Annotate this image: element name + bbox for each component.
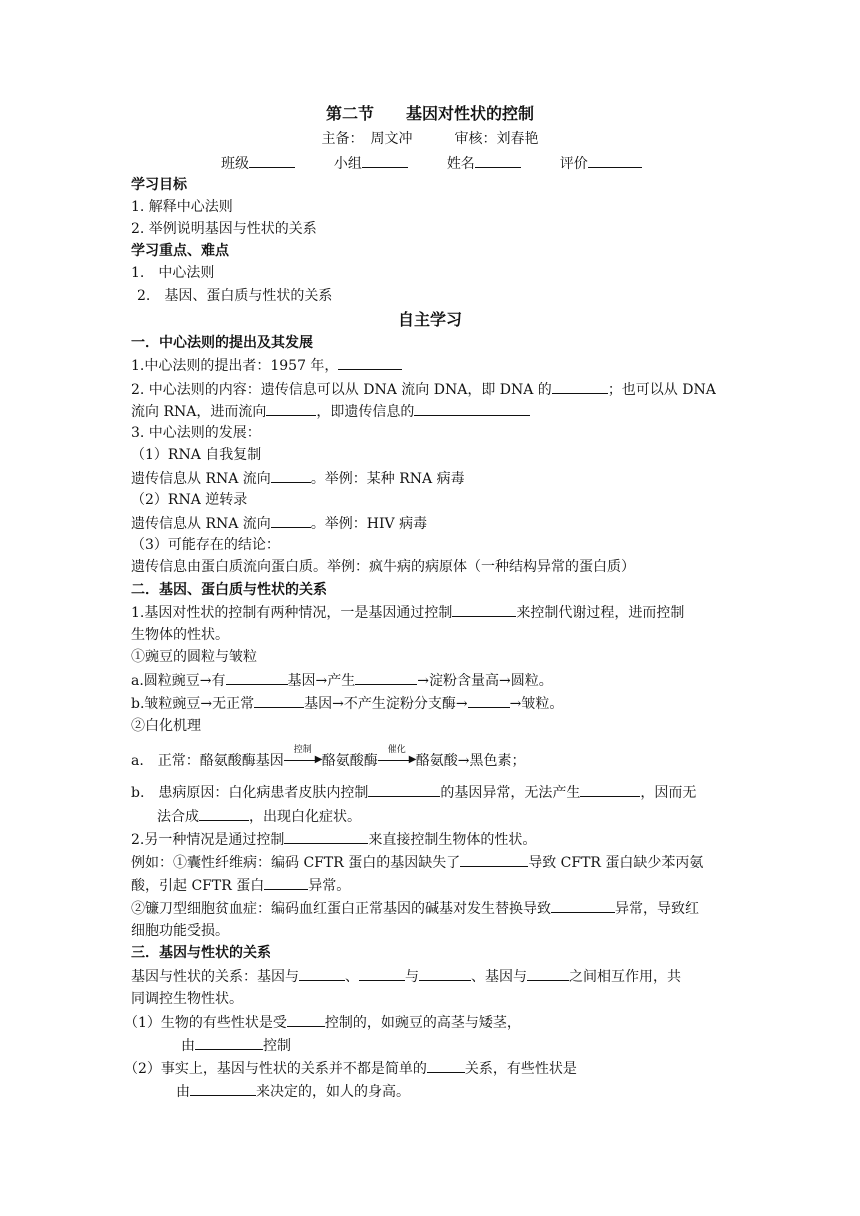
s1-content-text: 遗传信息从 RNA 流向: [131, 516, 271, 532]
s2-text: 来控制代谢过程，进而控制: [516, 605, 685, 621]
s2-text: 酸，引起 CFTR 蛋白: [131, 878, 265, 894]
s1-line: [131, 355, 402, 376]
s1-line: [131, 401, 530, 422]
single-gene-blank[interactable]: [287, 1012, 325, 1027]
s2-text: 的基因异常，无法产生: [440, 785, 581, 801]
goals-heading: 学习目标: [131, 177, 187, 193]
field-grade-label: 评价: [559, 156, 588, 172]
s2-text: 基因: [304, 696, 333, 712]
flow-target-blank[interactable]: [266, 401, 316, 416]
s2-line: [131, 852, 703, 873]
s2-text: 导致 CFTR 蛋白缺少苯丙氨: [528, 855, 704, 871]
s2-text: 1.基因对性状的控制有两种情况，一是基因通过控制: [131, 605, 453, 621]
arrow-label: 催化: [387, 745, 406, 755]
s2-text: 例如：①囊性纤维病：编码 CFTR 蛋白的基因缺失了: [131, 855, 461, 871]
s2-line: [131, 602, 684, 623]
s2-text: ，出现白化症状。: [249, 809, 361, 825]
info-fields-row: [221, 153, 642, 174]
relation-blank-1[interactable]: [299, 966, 345, 981]
s2-text: 黑色素；: [469, 753, 526, 769]
hemoglobin-blank[interactable]: [551, 898, 615, 913]
albinism-gene-blank[interactable]: [368, 782, 440, 797]
s1-possible-conclusion: （3）可能存在的结论：: [131, 537, 280, 553]
relation-blank-4[interactable]: [527, 966, 569, 981]
s2-line: [131, 875, 350, 896]
s3-text: （2）事实上，基因与性状的关系并不都是简单的: [124, 1061, 427, 1077]
cftr-abnormal-blank[interactable]: [264, 875, 308, 890]
focus-heading: 学习重点、难点: [131, 243, 229, 259]
s3-text: 来决定的，如人的身高。: [256, 1084, 410, 1100]
field-group-label: 小组: [333, 156, 362, 172]
s1-content-text: 遗传信息从 RNA 流向: [131, 471, 271, 487]
linear-relation-blank[interactable]: [427, 1058, 465, 1073]
dna-replication-blank[interactable]: [552, 379, 608, 394]
arrow-icon: →: [315, 673, 328, 689]
s2-text: 法合成: [157, 809, 199, 825]
s2-text: ，因而无: [640, 785, 697, 801]
gene-expression-blank[interactable]: [414, 401, 530, 416]
control-arrow-icon: 控制 ▶: [284, 751, 322, 771]
round-product-blank[interactable]: [355, 670, 417, 685]
arrow-icon: →: [200, 696, 213, 712]
arrow-icon: →: [332, 696, 344, 712]
s1-line: [131, 468, 465, 489]
pea-heading: ①豌豆的圆粒与皱粒: [131, 649, 257, 665]
wrinkled-gene-blank[interactable]: [254, 693, 304, 708]
wrinkled-pea-chain: [131, 693, 563, 714]
goal-item: 2. 举例说明基因与性状的关系: [131, 221, 317, 237]
s3-text: 控制的，如豌豆的高茎与矮茎，: [324, 1015, 521, 1031]
s2-line: [131, 898, 699, 919]
s3-text: 同调控生物性状。: [131, 991, 243, 1007]
relation-blank-2[interactable]: [359, 966, 405, 981]
s2-text: 酪氨酸酶: [321, 753, 378, 769]
s2-text: 2.另一种情况是通过控制: [131, 832, 285, 848]
s2-text: a. 正常：酪氨酸酶基因: [131, 753, 284, 769]
s1-reverse-transcription: （2）RNA 逆转录: [131, 492, 248, 508]
multi-gene-blank[interactable]: [190, 1081, 256, 1096]
s2-text: 产生: [327, 673, 356, 689]
s2-text: 不产生淀粉分支酶: [343, 696, 456, 712]
rt-flow-blank[interactable]: [271, 513, 311, 528]
s2-text: 来直接控制生物体的性状。: [368, 832, 537, 848]
field-grade-blank[interactable]: [588, 153, 642, 168]
albinism-heading: ②白化机理: [131, 718, 201, 734]
s1-line: [131, 379, 716, 400]
melanin-blank[interactable]: [199, 806, 249, 821]
relation-blank-3[interactable]: [419, 966, 471, 981]
s2-text: 淀粉含量高: [429, 673, 499, 689]
catalyze-arrow-icon: 催化 ▶: [378, 751, 416, 771]
s2-text: 无正常: [212, 696, 255, 712]
round-pea-chain: [131, 670, 553, 691]
s1-proposer-text: 1.中心法则的提出者：1957 年，: [131, 358, 339, 374]
rna-flow-blank[interactable]: [271, 468, 311, 483]
field-name-label: 姓名: [446, 156, 475, 172]
arrow-icon: →: [457, 753, 470, 769]
s3-text: （1）生物的有些性状是受: [124, 1015, 287, 1031]
albinism-normal-chain: [131, 745, 526, 771]
s3-text: 与: [405, 969, 419, 985]
arrow-icon: →: [455, 696, 468, 712]
wrinkled-result-blank[interactable]: [468, 693, 510, 708]
albinism-cause: [131, 782, 696, 803]
focus-item: 2. 基因、蛋白质与性状的关系: [137, 288, 333, 304]
s2-text: 有: [211, 673, 226, 689]
s1-rna-replication: （1）RNA 自我复制: [131, 447, 262, 463]
s3-line: [124, 1058, 577, 1079]
enzyme-synthesis-blank[interactable]: [452, 602, 516, 617]
arrow-icon: →: [509, 696, 522, 712]
s3-text: 关系，有些性状是: [464, 1061, 577, 1077]
round-gene-blank[interactable]: [226, 670, 288, 685]
albinism-enzyme-blank[interactable]: [580, 782, 640, 797]
proposer-blank[interactable]: [338, 355, 402, 370]
s1-content-text: 。举例：HIV 病毒: [310, 516, 428, 532]
section3-heading: 三．基因与性状的关系: [131, 945, 271, 961]
s3-text: 、: [345, 969, 359, 985]
s2-text: 异常，导致红: [615, 901, 699, 917]
pea-height-blank[interactable]: [195, 1035, 263, 1050]
arrow-icon: →: [499, 673, 511, 689]
s2-text: 基因: [287, 673, 316, 689]
s3-line: [131, 966, 681, 987]
s2-text: 生物体的性状。: [131, 627, 229, 643]
s2-text: b. 患病原因：白化病患者皮肤内控制: [131, 785, 369, 801]
s2-text: 细胞功能受损。: [131, 923, 229, 939]
s3-line: [176, 1081, 410, 1102]
s1-content-text: 。举例：某种 RNA 病毒: [310, 471, 465, 487]
s3-text: 由: [176, 1084, 190, 1100]
s1-content-text: 2. 中心法则的内容：遗传信息可以从 DNA 流向 DNA，即 DNA 的: [131, 382, 552, 398]
s1-development: 3. 中心法则的发展：: [131, 425, 261, 441]
section1-heading: 一．中心法则的提出及其发展: [131, 335, 313, 351]
s3-line: [124, 1012, 521, 1033]
s2-line: [131, 829, 536, 850]
s2-text: 皱粒。: [521, 696, 564, 712]
s3-text: 之间相互作用，共: [569, 969, 681, 985]
field-name-blank[interactable]: [475, 153, 521, 168]
s2-text: b.皱粒豌豆: [131, 696, 201, 712]
s2-text: 圆粒。: [510, 673, 553, 689]
goal-item: 1. 解释中心法则: [131, 199, 233, 215]
s1-content-text: ，即遗传信息的: [316, 404, 415, 420]
arrow-icon: →: [199, 673, 212, 689]
field-class-blank[interactable]: [249, 153, 295, 168]
s2-text: ②镰刀型细胞贫血症：编码血红蛋白正常基因的碱基对发生替换导致: [131, 901, 551, 917]
field-group-blank[interactable]: [362, 153, 408, 168]
self-study-heading: 自主学习: [397, 310, 462, 329]
protein-structure-blank[interactable]: [284, 829, 368, 844]
s3-text: 控制: [263, 1038, 291, 1054]
field-class-label: 班级: [221, 156, 249, 172]
s3-line: [181, 1035, 291, 1056]
s2-text: a.圆粒豌豆: [131, 673, 200, 689]
editors-line: 主备： 周文冲 审核：刘春艳: [321, 131, 539, 147]
page-title: 第二节 基因对性状的控制: [325, 104, 534, 123]
arrow-label: 控制: [293, 745, 312, 755]
s3-text: 基因与性状的关系：基因与: [131, 969, 299, 985]
albinism-cause-cont: [157, 806, 361, 827]
s2-text: 酪氨酸: [415, 753, 458, 769]
section2-heading: 二．基因、蛋白质与性状的关系: [131, 582, 327, 598]
focus-item: 1. 中心法则: [131, 265, 215, 281]
s1-content-text: ；也可以从 DNA: [607, 382, 716, 398]
s1-prion-text: 遗传信息由蛋白质流向蛋白质。举例：疯牛病的病原体（一种结构异常的蛋白质）: [131, 559, 635, 575]
s3-text: 、基因与: [471, 969, 527, 985]
s1-content-text: 流向 RNA，进而流向: [131, 404, 267, 420]
s3-text: 由: [181, 1038, 195, 1054]
s2-text: 异常。: [308, 878, 351, 894]
s1-line: [131, 513, 427, 534]
cftr-deletion-blank[interactable]: [460, 852, 528, 867]
arrow-icon: →: [417, 673, 429, 689]
